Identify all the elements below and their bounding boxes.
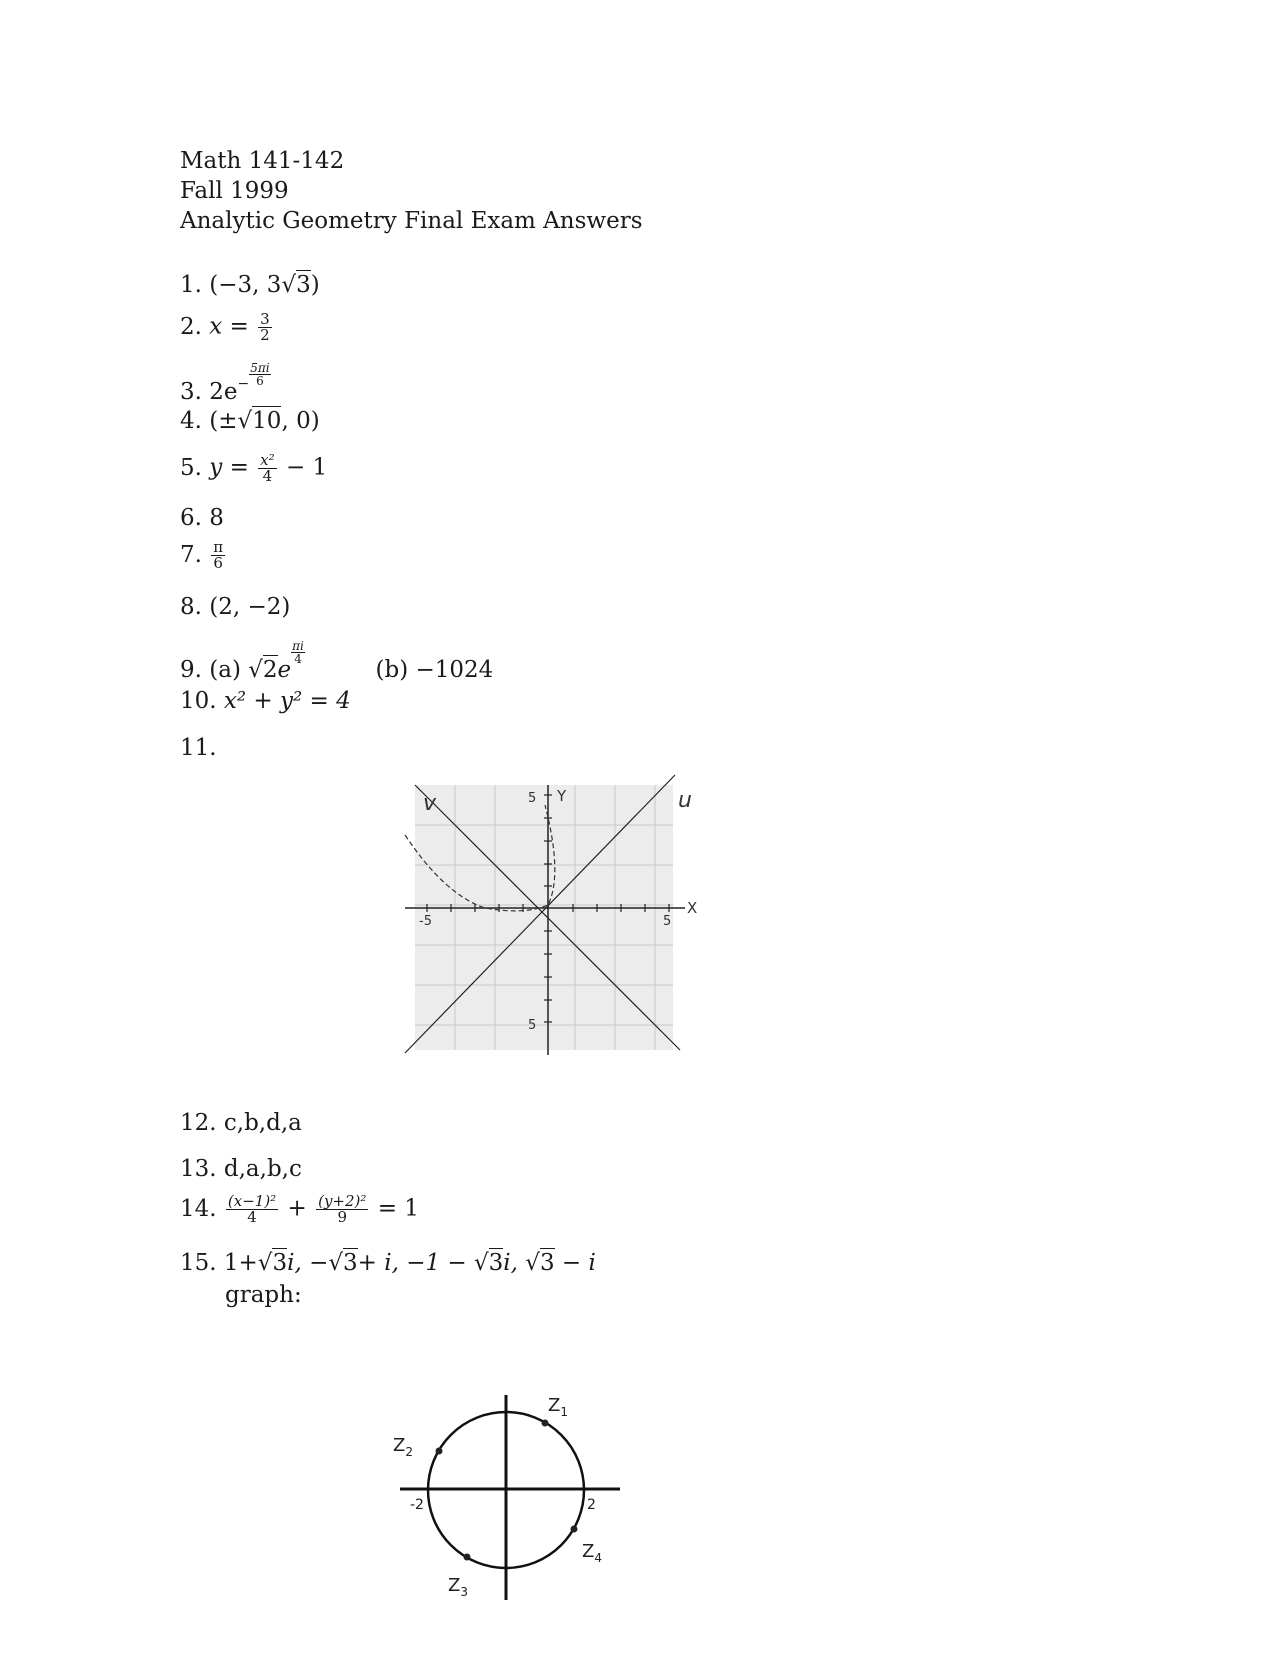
label-z3: $Z_3$ [448,1575,468,1599]
point-z4 [571,1526,578,1533]
graph-label: graph: [225,1282,302,1308]
answer-1: 1. (−3, 3√3) [180,272,320,298]
answer-8: 8. (2, −2) [180,594,291,620]
u-label: u [678,788,692,813]
graph-answer-15 [390,1385,630,1625]
tick-label-top: 5 [528,791,537,806]
label-z4: $Z_4$ [582,1541,602,1565]
term: Fall 1999 [180,178,289,204]
x-axis-label: X [687,899,698,917]
label-z2: $Z_2$ [393,1435,413,1459]
label-two: 2 [587,1497,596,1513]
answer-6: 6. 8 [180,505,224,531]
answer-13: 13. d,a,b,c [180,1156,302,1182]
answer-3: 3. 2e− $\frac{5\pi i}{6}$ [180,361,270,405]
answer-7: 7. $\frac{\pi}{6}$ [180,538,224,572]
answer-2: 2. x = $\frac{3}{2}$ [180,310,270,344]
answer-9: 9. (a) √2e $\frac{\pi i}{4}$ (b) −1024 [180,639,494,683]
tick-label-left: -5 [419,914,432,929]
point-z2 [436,1448,443,1455]
document-title: Analytic Geometry Final Exam Answers [180,208,643,234]
answer-15: 15. 1+√3i, −√3+ i, −1 − √3i, √3 − i [180,1250,596,1276]
point-z3 [464,1554,471,1561]
y-axis-label: Y [557,787,567,805]
answer-14: 14. $\frac{\text{(x−1)²}}{4}$ + $\frac{\text{(y+2)²}}{9}$ = 1 [180,1192,419,1226]
graph-answer-11 [385,765,705,1065]
answer-4: 4. (±√10, 0) [180,408,320,434]
tick-label-right: 5 [663,914,672,929]
label-z1: $Z_1$ [548,1395,568,1419]
tick-label-bottom: 5 [528,1018,537,1033]
answer-5: 5. y = $\frac{\text{x²}}{4}$ − 1 [180,451,328,485]
answer-11: 11. [180,735,217,761]
point-z1 [542,1420,549,1427]
course-title: Math 141-142 [180,148,345,174]
label-neg-two: -2 [410,1497,424,1513]
answer-12: 12. c,b,d,a [180,1110,302,1136]
v-label: v [423,791,437,816]
answer-10: 10. x² + y² = 4 [180,688,351,714]
